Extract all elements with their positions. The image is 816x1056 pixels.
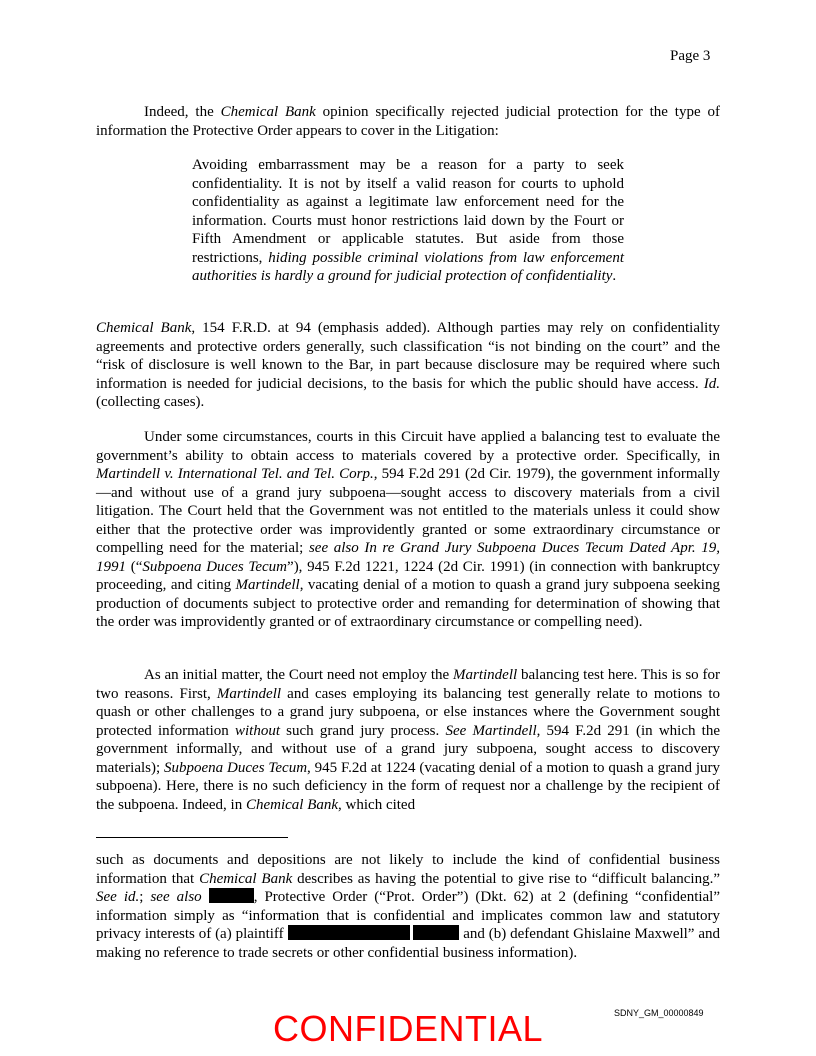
paragraph-4 [96,666,720,814]
text-run: ”), 945 F.2d 1221, 1224 (2d Cir. 1991) (in connection with bankruptcy proceeding, and citing [96,558,720,593]
page-number: Page 3 [670,48,711,64]
text-run: such grand jury process. [280,722,446,739]
text-run: and (b) defendant Ghislaine Maxwell” and making no reference to trade secrets or other confidential business information). [96,926,720,961]
case-name: Martindell v. International Tel. and Tel. Corp. [96,466,374,482]
text-run: ; [139,889,151,905]
case-name: Chemical Bank [96,320,192,336]
text-run: , Protective Order (“Prot. Order”) (Dkt. 62) at 2 (defining “confidential” information simply as “information that is confidential and implicates common law and statutory privacy interests of (a) plaintiff [96,889,721,942]
emphasized-text: without [234,722,280,739]
text-run: Indeed, the [144,104,221,120]
case-name: Martindell [453,667,518,683]
case-name: Martindell [216,685,282,702]
text-run: such as documents and depositions are not likely to include the kind of confidential business information that [96,852,720,887]
text-run: As an initial matter, the Court need not employ the [144,667,453,683]
redaction-box [288,925,410,940]
paragraph-2 [96,319,720,412]
citation-signal: See Martindell [445,722,537,739]
case-name: Martindell [235,577,300,593]
citation-signal: Id. [703,375,720,392]
citation-signal: see also [150,889,202,905]
paragraph-3 [96,428,720,632]
footnote-separator [96,837,288,838]
redaction-box [209,888,254,903]
case-name: Chemical Bank [199,870,293,887]
emphasized-text: hiding possible criminal violations from law enforcement authorities is hardly a ground for judicial protection of confidentiality [192,249,625,284]
case-name: Subpoena Duces Tecum [142,558,288,575]
text-run: (“ [126,558,143,575]
text-run: balancing test here. This is so for two reasons. First, [96,667,720,702]
text-run: , which cited [338,796,416,813]
bates-number: SDNY_GM_00000849 [614,1008,704,1018]
paragraph-1 [96,103,720,140]
citation-signal: See id. [96,889,140,905]
footnote [96,851,720,962]
text-run: opinion specifically rejected judicial protection for the type of information the Protective Order appears to cover in the Litigation: [96,104,720,139]
case-name: Chemical Bank [245,796,339,813]
text-run: , 154 F.R.D. at 94 (emphasis added). Although parties may rely on confidentiality agreements and protective orders generally, such classification “is not binding on the court” and the “risk of disclosure is well known to the Bar, in part because disclosure may be required where such information is needed for judicial decisions, to the basis for which the public should have access. [96,320,720,392]
text-run: , 594 F.2d 291 (in which the government informally, and without use of a grand jury subpoena, sought access to discovery materials); [96,722,720,776]
text-run: and cases employing its balancing test generally relate to motions to quash or other challenges to a grand jury subpoena, or else instances where the Government sought protected information [96,685,720,739]
confidential-stamp: CONFIDENTIAL [272,1008,544,1049]
case-name: see also In re Grand Jury Subpoena Duces Tecum Dated Apr. 19, 1991 [96,540,720,575]
text-run: . [612,268,617,284]
text-run: (collecting cases). [96,394,205,410]
case-name: Chemical Bank [220,104,316,120]
text-run: , vacating denial of a motion to quash a grand jury subpoena seeking production of documents subject to protective order and remanding for determination of showing that the order was improvidently granted or of extraordinary circumstance or compelling need). [96,577,720,630]
text-run: describes as having the potential to give rise to “difficult balancing.” [292,870,721,887]
text-run: , 594 F.2d 291 (2d Cir. 1979), the government informally—and without use of a grand jury subpoena—sought access to discovery materials from a civil litigation. The Court held that the Government was not entitled to the materials unless it could show either that the protective order was improvidently granted or some extraordinary circumstance or compelling need for the material; [96,466,720,556]
text-run: Under some circumstances, courts in this Circuit have applied a balancing test to evaluate the government’s ability to obtain access to materials covered by a protective order. Specifically, in [96,429,720,464]
text-run: Avoiding embarrassment may be a reason for a party to seek confidentiality. It is not by itself a valid reason for courts to uphold confidentiality as against a legitimate law enforcement need for the information. Courts must honor restrictions laid down by the Fourt or Fifth Amendment or applicable statutes. But aside from those restrictions, [192,157,624,266]
case-name: Subpoena Duces Tecum [164,759,308,776]
text-run: , 945 F.2d at 1224 (vacating denial of a motion to quash a grand jury subpoena). Here, there is no such deficiency in the form of request nor a challenge by the recipient of the subpoena. Indeed, in [96,759,720,813]
redaction-box [413,925,459,940]
block-quote [192,156,624,286]
